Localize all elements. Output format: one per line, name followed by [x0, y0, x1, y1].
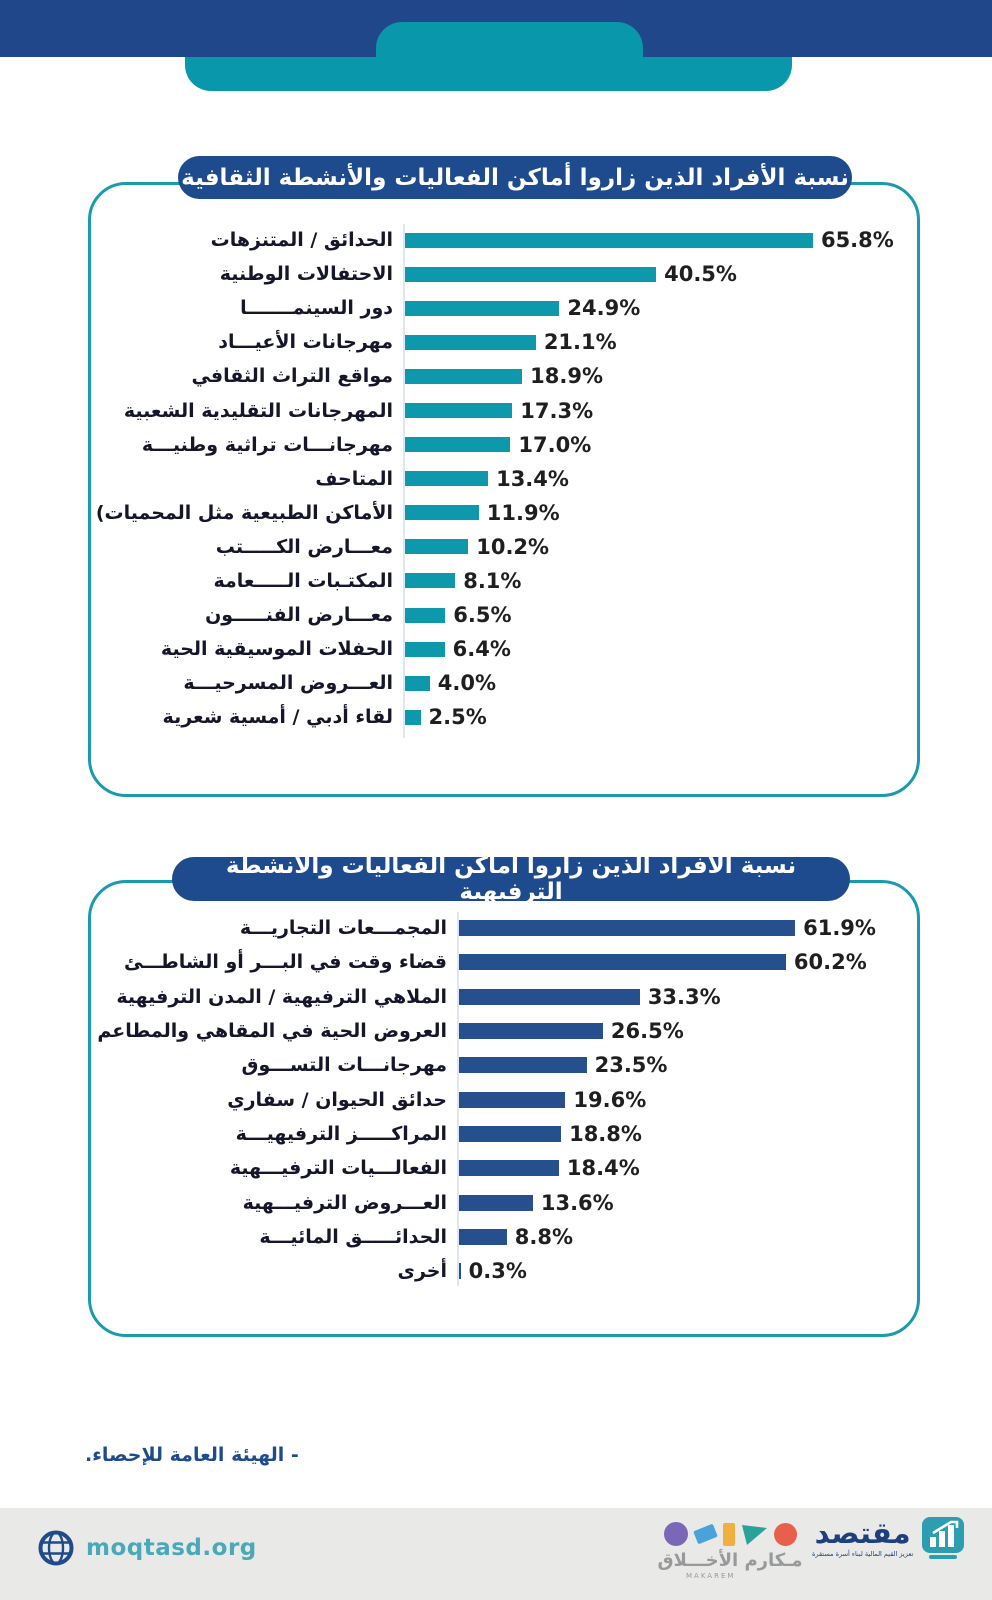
bar — [459, 1023, 603, 1039]
bar-label: حدائق الحيوان / سفاري — [227, 1088, 447, 1111]
chart-row — [123, 945, 914, 979]
moqtasd-tagline: تعزيز القيم المالية لبناء أسرة مستقرة — [812, 1550, 914, 1558]
bar-label: المجمـــعات التجاريـــة — [239, 917, 447, 940]
chart-row — [92, 632, 914, 666]
bar-label: العـــروض المسرحيـــة — [183, 672, 393, 695]
bar-value: 18.9% — [530, 364, 604, 389]
bar — [459, 1057, 587, 1073]
bar-value: 4.0% — [437, 671, 497, 696]
header-tab-bump — [376, 22, 643, 62]
chart-row — [116, 980, 914, 1014]
bar-label: لقاء أدبي / أمسية شعرية — [162, 706, 393, 729]
bar — [405, 608, 445, 623]
chart-row — [92, 223, 914, 257]
chart-row — [150, 1185, 914, 1219]
makarem-logo — [652, 1521, 808, 1580]
chart-row — [92, 257, 914, 291]
bar-value: 33.3% — [647, 984, 721, 1009]
bar-value: 23.5% — [594, 1053, 668, 1078]
chart-row — [150, 1254, 914, 1288]
bar-label: الحدائـــــق المائيـــة — [259, 1225, 447, 1248]
chart-row — [92, 428, 914, 462]
bar-label: مهرجانات الأعيـــاد — [218, 331, 393, 354]
bar-label: الاحتفالات الوطنية — [219, 263, 393, 286]
teal-triangle-icon — [742, 1524, 767, 1545]
cultural-chart-title: نسبة الأفراد الذين زاروا أماكن الفعاليات والأنشطة الثقافية — [178, 156, 852, 199]
bar-label: معـــارض الكـــــتب — [215, 535, 393, 558]
bar-label: قضاء وقت في البـــر أو الشاطـــئ — [123, 951, 447, 974]
bar-label: الحفلات الموسيقية الحية — [160, 638, 393, 661]
bar-label: العـــروض الترفيـــهية — [242, 1191, 447, 1214]
bar-label: أخرى — [397, 1260, 447, 1283]
bar-value: 2.5% — [428, 705, 487, 730]
bar-value: 17.3% — [520, 398, 594, 423]
chart-row — [92, 530, 914, 564]
chart-row — [92, 462, 914, 496]
bar — [405, 642, 445, 657]
bar-label: معـــارض الفنـــــون — [205, 604, 393, 627]
bar-value: 18.4% — [566, 1156, 640, 1181]
bar — [405, 539, 468, 554]
bar — [405, 267, 656, 282]
bar — [405, 471, 488, 486]
bar-value: 40.5% — [664, 262, 737, 287]
bar — [459, 1229, 507, 1245]
recreational-chart-title: نسبة الأفراد الذين زاروا أماكن الفعاليات والأنشطة الترفيهية — [172, 857, 850, 901]
bar — [459, 1126, 561, 1142]
website-link[interactable] — [38, 1530, 257, 1566]
bar-label: الأماكن الطبيعية مثل المحميات) — [95, 501, 393, 524]
moqtasd-logo — [812, 1517, 965, 1559]
chart-row — [92, 598, 914, 632]
chart-row — [150, 1220, 914, 1254]
chart-row — [92, 564, 914, 598]
bar-value: 8.1% — [463, 568, 522, 593]
purple-circle-icon — [664, 1522, 688, 1546]
bar-label: مهرجانـــات التســـوق — [241, 1054, 447, 1077]
bar-label: الملاهي الترفيهية / المدن الترفيهية — [116, 985, 447, 1008]
bar — [459, 954, 786, 970]
bar-value: 26.5% — [610, 1019, 684, 1044]
bar-label: المتاحف — [315, 467, 393, 490]
recreational-chart — [97, 911, 914, 1288]
bar-value: 8.8% — [514, 1224, 574, 1249]
bar-label: المهرجانات التقليدية الشعبية — [123, 399, 393, 422]
yellow-rect-icon — [723, 1523, 735, 1546]
bar-value: 24.9% — [567, 296, 641, 321]
website-url[interactable]: moqtasd.org — [86, 1535, 257, 1561]
bar-value: 11.9% — [486, 500, 560, 525]
bar-value: 6.4% — [452, 637, 511, 662]
bar — [459, 1092, 565, 1108]
bar-value: 18.8% — [569, 1121, 642, 1146]
chart-row — [92, 325, 914, 359]
bar — [459, 920, 795, 936]
chart-row — [150, 1082, 914, 1116]
bar — [405, 437, 510, 452]
bar — [405, 369, 522, 384]
bar-value: 13.6% — [540, 1190, 614, 1215]
source-note: - الهيئة العامة للإحصاء. — [85, 1444, 299, 1466]
bar-label: المراكـــــز الترفيهيـــة — [235, 1122, 447, 1145]
bar-label: المكتـبات الـــــعامة — [213, 569, 393, 592]
chart-row — [150, 1151, 914, 1185]
bar-label: الحدائق / المتنزهات — [210, 229, 393, 252]
bar — [459, 1263, 461, 1279]
bar — [405, 573, 455, 588]
globe-icon — [38, 1530, 74, 1566]
chart-row — [150, 911, 914, 945]
bar — [405, 403, 512, 418]
chart-row — [92, 666, 914, 700]
bar — [405, 710, 421, 725]
bar-value: 17.0% — [518, 432, 592, 457]
chart-row — [92, 496, 914, 530]
bar — [405, 505, 479, 520]
chart-row — [97, 1014, 914, 1048]
bar — [405, 233, 813, 248]
bar — [459, 1195, 533, 1211]
bar-value: 65.8% — [820, 228, 894, 253]
chart-row — [150, 1117, 914, 1151]
chart-row — [92, 359, 914, 393]
bar-value: 21.1% — [543, 330, 617, 355]
bar — [405, 301, 559, 316]
header-tab — [185, 57, 792, 91]
bar — [405, 335, 536, 350]
makarem-latin-name: MAKAREM — [686, 1572, 736, 1580]
bar-value: 19.6% — [573, 1087, 647, 1112]
makarem-arabic-name: مـكارم الأخـــلاق — [657, 1550, 803, 1571]
bar — [459, 1160, 559, 1176]
bar — [405, 676, 430, 691]
bar-value: 61.9% — [803, 916, 876, 941]
moqtasd-arabic-name: مقتصد — [814, 1516, 911, 1550]
chart-row — [92, 291, 914, 325]
chart-row — [92, 393, 914, 427]
cultural-chart — [92, 223, 914, 734]
bar-value: 0.3% — [468, 1259, 527, 1284]
red-circle-icon — [774, 1523, 797, 1546]
makarem-shapes-icon — [664, 1521, 797, 1547]
bar-label: الفعالـــيات الترفيـــهية — [229, 1157, 447, 1180]
bar-label: العروض الحية في المقاهي والمطاعم — [97, 1020, 447, 1043]
chart-row — [150, 1048, 914, 1082]
bar-label: دور السينمـــــــا — [240, 297, 393, 320]
bar-value: 10.2% — [476, 534, 550, 559]
bar-value: 6.5% — [453, 603, 512, 628]
bar-value: 60.2% — [793, 950, 867, 975]
blue-tilted-square-icon — [693, 1524, 718, 1545]
bar-label: مهرجانـــات تراثية وطنيـــة — [141, 433, 393, 456]
chart-row — [92, 700, 914, 734]
bar-label: مواقع التراث الثقافي — [191, 365, 393, 388]
bar — [459, 989, 640, 1005]
bar-value: 13.4% — [496, 466, 569, 491]
moqtasd-chart-icon — [921, 1517, 965, 1559]
